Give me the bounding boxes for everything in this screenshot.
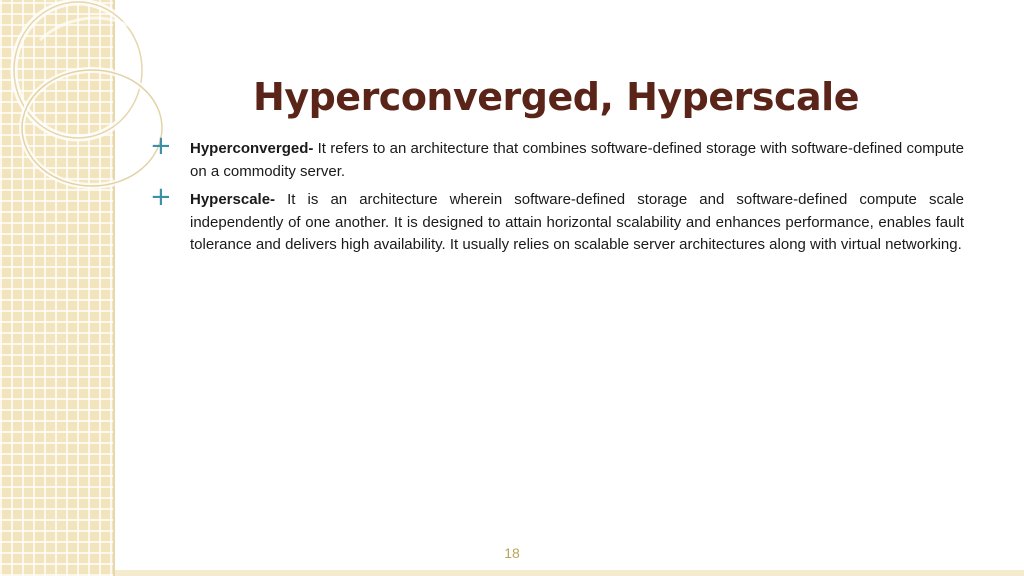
plus-icon: + (150, 182, 172, 212)
decorative-bottom-strip (115, 570, 1024, 576)
page-number: 18 (504, 545, 520, 561)
bullet-description: It is an architecture wherein software-defined storage and software-defined compute scale independently of one another. It is designed to attain horizontal scalability and enhances performance, enables fault tolerance and delivers high availability. It usually relies on scalable server architectures along with virtual networking. (190, 191, 964, 253)
slide-title: Hyperconverged, Hyperscale (253, 75, 859, 120)
bullet-text (190, 189, 964, 257)
bullet-item-hyperscale (150, 182, 964, 257)
bullet-text (190, 138, 964, 183)
plus-icon: + (150, 131, 172, 161)
bullet-list (150, 131, 964, 263)
bullet-item-hyperconverged (150, 131, 964, 183)
bullet-term: Hyperconverged- (190, 140, 314, 157)
bullet-term: Hyperscale- (190, 191, 276, 208)
bullet-description: It refers to an architecture that combines software-defined storage with software-defined compute on a commodity server. (190, 140, 964, 180)
ring-arc (40, 18, 170, 70)
